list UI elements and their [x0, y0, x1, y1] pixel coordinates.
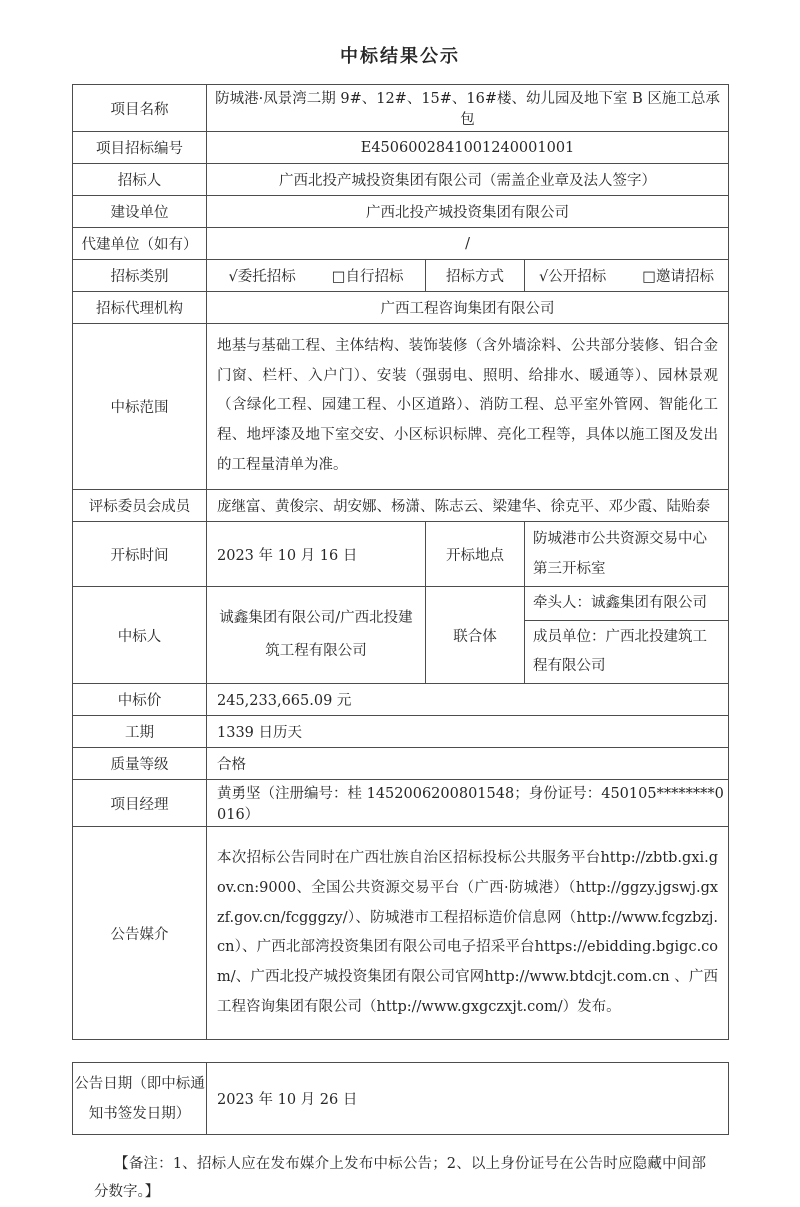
- announcement-media-label: 公告媒介: [73, 827, 207, 1040]
- table-row: [73, 684, 729, 716]
- tender-no-value: E4506002841001240001001: [207, 132, 729, 164]
- tender-agency-value: 广西工程咨询集团有限公司: [207, 292, 729, 324]
- winner-value: 诚鑫集团有限公司/广西北投建筑工程有限公司: [207, 587, 426, 684]
- tender-agency-label: 招标代理机构: [73, 292, 207, 324]
- bid-opening-time-label: 开标时间: [73, 521, 207, 587]
- table-row: [73, 827, 729, 1040]
- remark-note: 【备注：1、招标人应在发布媒介上发布中标公告；2、以上身份证号在公告时应隐藏中间部分数字。】: [94, 1156, 706, 1201]
- tenderer-value: 广西北投产城投资集团有限公司（需盖企业章及法人签字）: [207, 164, 729, 196]
- tenderer-label: 招标人: [73, 164, 207, 196]
- project-manager-value: 黄勇坚（注册编号：桂 1452006200801548；身份证号：450105********0016）: [207, 780, 729, 827]
- option-delegated-tender-checked: √委托招标: [228, 269, 296, 285]
- table-row: [73, 748, 729, 780]
- project-name-label: 项目名称: [73, 85, 207, 132]
- table-row: [73, 292, 729, 324]
- table-row: [73, 521, 729, 587]
- duration-label: 工期: [73, 716, 207, 748]
- bid-opening-time-value: 2023 年 10 月 16 日: [207, 521, 426, 587]
- tender-method-label: 招标方式: [426, 260, 525, 292]
- option-invited-tender-unchecked: □邀请招标: [642, 269, 714, 285]
- tender-method-options: [525, 260, 729, 292]
- announcement-date-label: 公告日期（即中标通知书签发日期）: [73, 1063, 207, 1135]
- table-row: [73, 324, 729, 490]
- document-page: [72, 0, 728, 1207]
- table-row: [73, 260, 729, 292]
- table-row: [73, 587, 729, 621]
- bid-opening-place-label: 开标地点: [426, 521, 525, 587]
- announcement-media-value: 本次招标公告同时在广西壮族自治区招标投标公共服务平台http://zbtb.gxi.gov.cn:9000、全国公共资源交易平台（广西·防城港）（http://ggzy.jgswj.gxzf.gov.cn/fcgggzy/）、防城港市工程招标造价信息网（http://www.fcgzbzj.cn）、广西北部湾投资集团有限公司电子招采平台https://ebidding.bgigc.com/、广西北投产城投资集团有限公司官网http://www.btdcjt.com.cn 、广西工程咨询集团有限公司（http://www.gxgczxjt.com/）发布。: [207, 827, 729, 1040]
- announcement-date-value: 2023 年 10 月 26 日: [207, 1063, 729, 1135]
- project-name-value: 防城港·凤景湾二期 9#、12#、15#、16#楼、幼儿园及地下室 B 区施工总承包: [207, 85, 729, 132]
- bid-scope-value: 地基与基础工程、主体结构、装饰装修（含外墙涂料、公共部分装修、铝合金门窗、栏杆、入户门）、安装（强弱电、照明、给排水、暖通等）、园林景观（含绿化工程、园建工程、小区道路）、消防工程、总平室外管网、智能化工程、地坪漆及地下室交安、小区标识标牌、亮化工程等，具体以施工图及发出的工程量清单为准。: [207, 324, 729, 490]
- table-row: [73, 132, 729, 164]
- evaluation-committee-label: 评标委员会成员: [73, 489, 207, 521]
- document-title: 中标结果公示: [340, 46, 460, 67]
- tender-no-label: 项目招标编号: [73, 132, 207, 164]
- option-open-tender-checked: √公开招标: [539, 269, 607, 285]
- table-row: [73, 228, 729, 260]
- construction-unit-label: 建设单位: [73, 196, 207, 228]
- option-self-tender-unchecked: □自行招标: [331, 269, 404, 285]
- agent-unit-label: 代建单位（如有）: [73, 228, 207, 260]
- winner-label: 中标人: [73, 587, 207, 684]
- bid-result-table: [72, 84, 729, 1040]
- consortium-label: 联合体: [426, 587, 525, 684]
- quality-grade-value: 合格: [207, 748, 729, 780]
- table-row: [73, 780, 729, 827]
- table-row: [73, 1063, 729, 1135]
- announcement-date-table: [72, 1062, 729, 1135]
- evaluation-committee-value: 庞继富、黄俊宗、胡安娜、杨潇、陈志云、梁建华、徐克平、邓少霞、陆贻泰: [207, 489, 729, 521]
- table-row: [73, 716, 729, 748]
- agent-unit-value: /: [207, 228, 729, 260]
- tender-category-options: [207, 260, 426, 292]
- bid-price-value: 245,233,665.09 元: [207, 684, 729, 716]
- bid-scope-label: 中标范围: [73, 324, 207, 490]
- bid-price-label: 中标价: [73, 684, 207, 716]
- table-row: [73, 164, 729, 196]
- bid-opening-place-value: 防城港市公共资源交易中心第三开标室: [525, 521, 729, 587]
- table-row: [73, 489, 729, 521]
- consortium-leader: 牵头人：诚鑫集团有限公司: [525, 587, 729, 621]
- duration-value: 1339 日历天: [207, 716, 729, 748]
- construction-unit-value: 广西北投产城投资集团有限公司: [207, 196, 729, 228]
- quality-grade-label: 质量等级: [73, 748, 207, 780]
- table-row: [73, 196, 729, 228]
- table-row: [73, 85, 729, 132]
- tender-category-label: 招标类别: [73, 260, 207, 292]
- project-manager-label: 项目经理: [73, 780, 207, 827]
- consortium-member: 成员单位：广西北投建筑工程有限公司: [525, 621, 729, 684]
